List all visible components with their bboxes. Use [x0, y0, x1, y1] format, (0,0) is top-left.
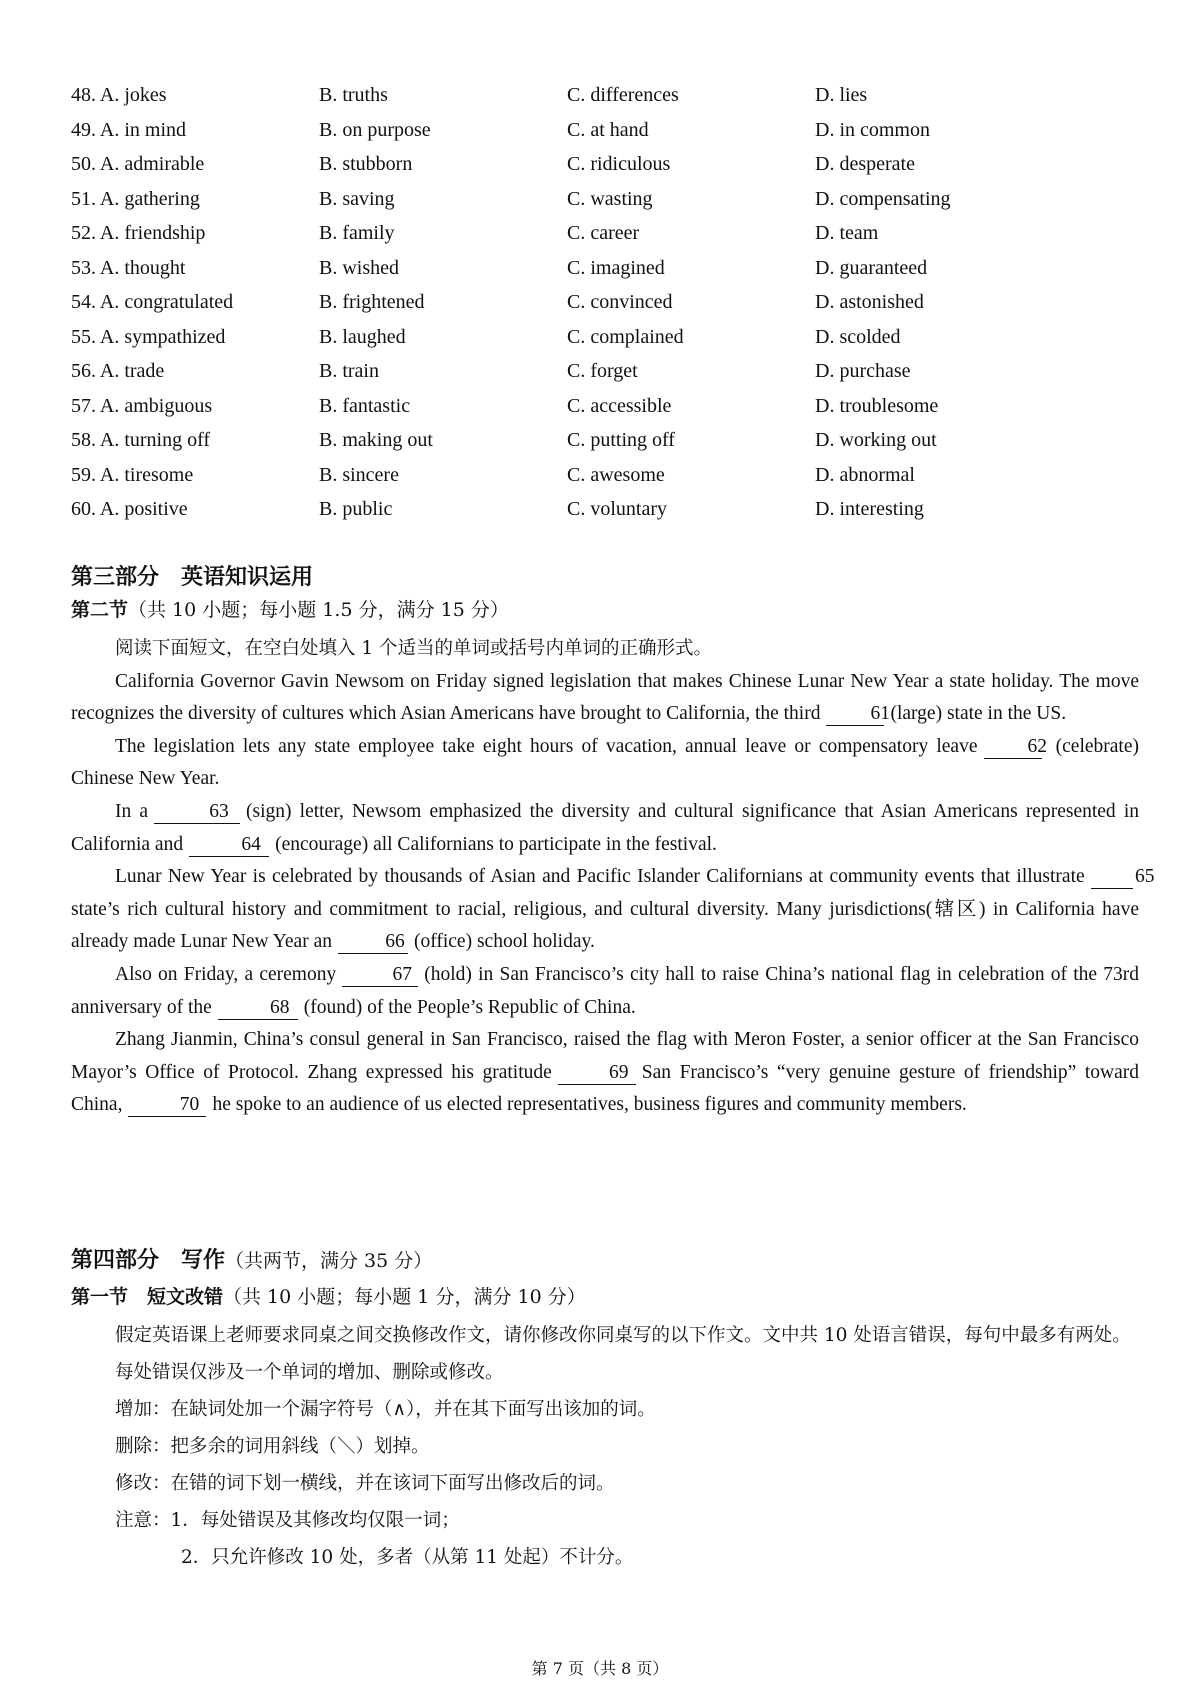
option-d: D. interesting	[815, 498, 924, 520]
part4-heading	[71, 1243, 432, 1274]
part3-section-note: （共 10 小题；每小题 1.5 分，满分 15 分）	[128, 599, 509, 621]
option-b: B. family	[319, 222, 395, 244]
option-d: D. in common	[815, 118, 930, 141]
blank-61[interactable]: 61	[826, 703, 884, 726]
option-row	[71, 458, 1151, 493]
option-a: 56. A. trade	[71, 360, 165, 382]
option-d: D. abnormal	[815, 463, 915, 486]
passage-text: The legislation lets any state employee take eight hours of vacation, annual leave or compensatory leave	[115, 735, 978, 757]
instruction-delete: 删除：把多余的词用斜线（＼）划掉。	[115, 1436, 430, 1457]
option-b: B. sincere	[319, 463, 399, 486]
option-c: C. wasting	[567, 187, 653, 210]
cloze-passage	[71, 633, 1155, 1122]
instruction-note-1: 注意：1．每处错误及其修改均仅限一词；	[115, 1510, 460, 1531]
passage-text: (office) school holiday.	[413, 931, 595, 953]
option-a: 51. A. gathering	[71, 187, 200, 210]
option-a: 52. A. friendship	[71, 222, 206, 244]
option-row	[71, 285, 1151, 320]
option-row	[71, 492, 1151, 527]
option-c: C. putting off	[567, 429, 675, 451]
part3-instruction: 阅读下面短文，在空白处填入 1 个适当的单词或括号内单词的正确形式。	[115, 638, 713, 659]
passage-text: Zhang Jianmin, China’s consul general in San Francisco, raised the flag with Meron Foster, a senior officer at the San Francisco Mayor’s Office of Protocol. Zhang expressed his gratitude	[71, 1029, 1139, 1083]
option-a: 57. A. ambiguous	[71, 394, 213, 417]
option-c: C. voluntary	[567, 498, 667, 520]
option-a: 50. A. admirable	[71, 153, 205, 175]
part4-section-note: （共 10 小题；每小题 1 分，满分 10 分）	[223, 1286, 586, 1308]
option-a: 60. A. positive	[71, 498, 188, 520]
option-c: C. at hand	[567, 118, 649, 141]
option-a: 49. A. in mind	[71, 118, 187, 141]
passage-text: (sign) letter, Newsom emphasized the diversity and cultural significance that Asian Americans represented in California and	[71, 800, 1139, 855]
blank-69[interactable]: 69	[558, 1062, 636, 1085]
option-row	[71, 113, 1151, 148]
option-b: B. train	[319, 360, 379, 382]
option-a: 53. A. thought	[71, 256, 186, 279]
passage-text: Lunar New Year is celebrated by thousands of Asian and Pacific Islander Californians at community events that illustrate	[115, 866, 1085, 888]
passage-paragraph	[71, 1024, 1139, 1122]
passage-paragraph	[71, 666, 1139, 731]
option-a: 48. A. jokes	[71, 84, 167, 106]
part3-section-title: 第二节	[71, 599, 129, 621]
option-c: C. differences	[567, 84, 679, 106]
blank-67[interactable]: 67	[342, 964, 418, 987]
option-d: D. troublesome	[815, 394, 939, 417]
passage-text: (hold) in San Francisco’s city hall to raise China’s national flag in celebration of the 73rd anniversary of the	[71, 963, 1140, 1018]
blank-64[interactable]: 64	[189, 834, 269, 857]
passage-paragraph	[71, 959, 1139, 1024]
option-a: 55. A. sympathized	[71, 325, 226, 348]
passage-text: In a	[115, 800, 149, 822]
passage-text: (found) of the People’s Republic of China.	[303, 996, 636, 1018]
option-row	[71, 216, 1151, 251]
option-d: D. scolded	[815, 325, 901, 348]
passage-paragraph	[71, 796, 1139, 861]
option-row	[71, 423, 1151, 458]
option-d: D. lies	[815, 84, 868, 106]
option-b: B. laughed	[319, 325, 406, 348]
instruction-modify: 修改：在错的词下划一横线，并在该词下面写出修改后的词。	[115, 1473, 615, 1494]
option-b: B. fantastic	[319, 394, 411, 417]
passage-paragraph	[71, 731, 1139, 796]
option-a: 58. A. turning off	[71, 429, 211, 451]
blank-66[interactable]: 66	[338, 931, 408, 954]
passage-text: Also on Friday, a ceremony	[115, 963, 337, 985]
blank-62[interactable]: 62	[984, 736, 1042, 759]
part4-section-heading	[71, 1282, 586, 1309]
option-b: B. public	[319, 498, 393, 520]
instruction-intro: 假定英语课上老师要求同桌之间交换修改作文，请你修改你同桌写的以下作文。文中共 10 处语言错误，每句中最多有两处。每处错误仅涉及一个单词的增加、删除或修改。	[115, 1325, 1131, 1383]
instruction-note-2: 2．只允许修改 10 处，多者（从第 11 处起）不计分。	[181, 1547, 634, 1568]
option-d: D. astonished	[815, 291, 924, 313]
option-c: C. ridiculous	[567, 153, 671, 175]
option-b: B. making out	[319, 429, 433, 451]
blank-63[interactable]: 63	[154, 801, 240, 824]
option-row	[71, 354, 1151, 389]
option-d: D. purchase	[815, 360, 911, 382]
option-d: D. desperate	[815, 153, 915, 175]
option-c: C. complained	[567, 325, 684, 348]
part4-section-title: 第一节 短文改错	[71, 1286, 224, 1308]
page-footer: 第 7 页（共 8 页）	[531, 1659, 669, 1678]
option-d: D. compensating	[815, 187, 951, 210]
part3-title: 第三部分 英语知识运用	[71, 564, 314, 590]
option-b: B. truths	[319, 84, 388, 106]
option-row	[71, 182, 1151, 217]
instruction-add: 增加：在缺词处加一个漏字符号（∧），并在其下面写出该加的词。	[115, 1399, 656, 1420]
option-d: D. guaranteed	[815, 256, 928, 279]
blank-65[interactable]: 65	[1091, 866, 1133, 889]
option-row	[71, 78, 1151, 113]
passage-text: California Governor Gavin Newsom on Friday signed legislation that makes Chinese Lunar New Year a state holiday. The move recognizes the diversity of cultures which Asian Americans have brought to California, the third	[71, 670, 1139, 725]
option-b: B. saving	[319, 187, 395, 210]
passage-text: he spoke to an audience of us elected representatives, business figures and community members.	[212, 1094, 967, 1116]
option-c: C. convinced	[567, 291, 673, 313]
passage-paragraph	[71, 861, 1155, 959]
option-b: B. stubborn	[319, 153, 413, 175]
option-row	[71, 251, 1151, 286]
option-row	[71, 147, 1151, 182]
option-a: 59. A. tiresome	[71, 463, 194, 486]
option-c: C. career	[567, 222, 640, 244]
option-d: D. team	[815, 222, 879, 244]
error-correction-instructions	[71, 1317, 1139, 1576]
blank-70[interactable]: 70	[128, 1094, 206, 1117]
part3-heading	[71, 560, 313, 591]
option-b: B. frightened	[319, 291, 425, 313]
option-row	[71, 320, 1151, 355]
answer-options	[71, 78, 1151, 527]
passage-text: state’s rich cultural history and commitment to racial, religious, and cultural diversity. Many jurisdictions(辖区) in California have already made Lunar New Year an	[71, 898, 1139, 953]
option-c: C. forget	[567, 360, 638, 382]
part4-title: 第四部分 写作	[71, 1247, 226, 1273]
blank-68[interactable]: 68	[218, 997, 298, 1020]
option-d: D. working out	[815, 429, 937, 451]
passage-text: (encourage) all Californians to participate in the festival.	[275, 833, 717, 855]
option-c: C. accessible	[567, 394, 672, 417]
option-c: C. awesome	[567, 463, 665, 486]
passage-text: San Francisco’s “very genuine gesture of friendship” toward China,	[71, 1061, 1139, 1116]
option-b: B. on purpose	[319, 118, 431, 141]
option-c: C. imagined	[567, 256, 665, 279]
option-row	[71, 389, 1151, 424]
part3-section-heading	[71, 595, 509, 622]
part4-title-note: （共两节，满分 35 分）	[225, 1250, 433, 1272]
option-b: B. wished	[319, 256, 399, 279]
passage-text: (large) state in the US.	[890, 703, 1067, 725]
passage-text: (celebrate) Chinese New Year.	[71, 735, 1139, 790]
option-a: 54. A. congratulated	[71, 291, 234, 313]
